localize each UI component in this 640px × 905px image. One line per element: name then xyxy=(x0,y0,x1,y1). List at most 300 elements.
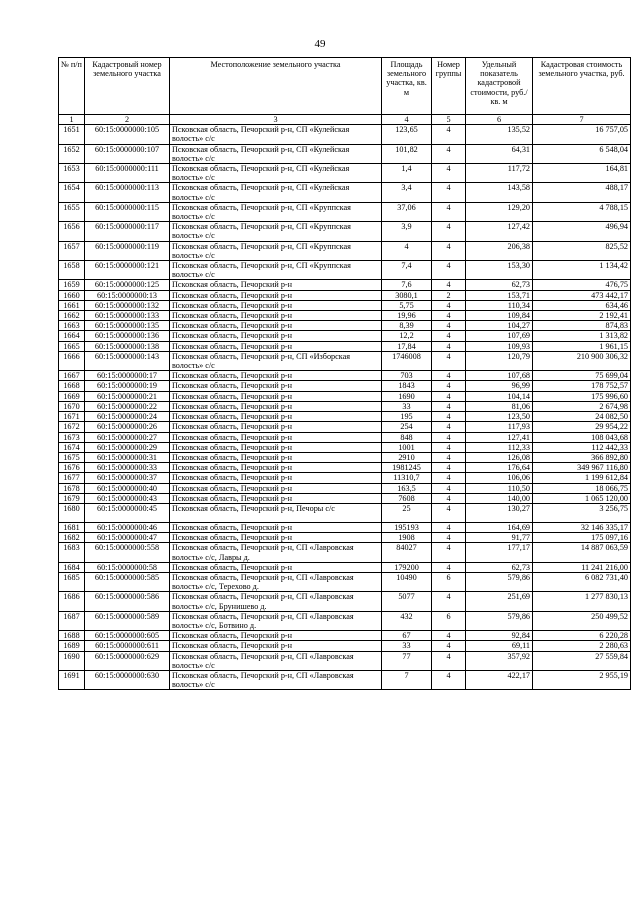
specific-value: 110,50 xyxy=(466,483,533,493)
table-row xyxy=(59,592,631,611)
specific-value: 64,31 xyxy=(466,144,533,163)
specific-value: 109,84 xyxy=(466,311,533,321)
cadastral-cost: 24 082,50 xyxy=(533,412,631,422)
specific-value: 153,71 xyxy=(466,290,533,300)
location: Псковская область, Печорский р-н xyxy=(170,290,382,300)
area: 5077 xyxy=(382,592,432,611)
row-number: 1664 xyxy=(59,331,85,341)
cadastral-number: 60:15:0000000:113 xyxy=(85,183,170,202)
row-number: 1651 xyxy=(59,125,85,144)
group-number: 4 xyxy=(432,261,466,280)
table-row xyxy=(59,412,631,422)
cadastral-number: 60:15:0000000:111 xyxy=(85,164,170,183)
group-number: 4 xyxy=(432,300,466,310)
group-number: 4 xyxy=(432,503,466,522)
specific-value: 104,14 xyxy=(466,391,533,401)
specific-value: 104,27 xyxy=(466,321,533,331)
cadastral-cost: 488,17 xyxy=(533,183,631,202)
cadastral-cost: 1 199 612,84 xyxy=(533,473,631,483)
specific-value: 153,30 xyxy=(466,261,533,280)
group-number: 4 xyxy=(432,432,466,442)
specific-value: 62,73 xyxy=(466,280,533,290)
cadastral-cost: 16 757,05 xyxy=(533,125,631,144)
location: Псковская область, Печорский р-н xyxy=(170,311,382,321)
specific-value: 110,34 xyxy=(466,300,533,310)
cadastral-number: 60:15:0000000:611 xyxy=(85,641,170,651)
group-number: 4 xyxy=(432,341,466,351)
header-location: Местоположение земельного участка xyxy=(170,58,382,115)
cadastral-number: 60:15:0000000:46 xyxy=(85,522,170,532)
row-number: 1663 xyxy=(59,321,85,331)
row-number: 1679 xyxy=(59,493,85,503)
specific-value: 140,00 xyxy=(466,493,533,503)
cadastral-cost: 250 499,52 xyxy=(533,611,631,630)
location: Псковская область, Печорский р-н xyxy=(170,533,382,543)
cadastral-cost: 1 961,15 xyxy=(533,341,631,351)
row-number: 1658 xyxy=(59,261,85,280)
area: 123,65 xyxy=(382,125,432,144)
page-number: 49 xyxy=(314,38,326,50)
row-number: 1673 xyxy=(59,432,85,442)
area: 7,6 xyxy=(382,280,432,290)
group-number: 4 xyxy=(432,533,466,543)
area: 10490 xyxy=(382,572,432,591)
table-row xyxy=(59,241,631,260)
table-row xyxy=(59,473,631,483)
cadastral-cost: 6 082 731,40 xyxy=(533,572,631,591)
table-row xyxy=(59,290,631,300)
specific-value: 92,84 xyxy=(466,631,533,641)
cadastral-number: 60:15:0000000:117 xyxy=(85,222,170,241)
cadastral-cost: 4 788,15 xyxy=(533,202,631,221)
cadastral-cost: 175 097,16 xyxy=(533,533,631,543)
cadastral-cost: 75 699,04 xyxy=(533,371,631,381)
location: Псковская область, Печорский р-н, СП «Круппская волость» с/с xyxy=(170,222,382,241)
location: Псковская область, Печорский р-н, СП «Лавровская волость» с/с xyxy=(170,670,382,689)
row-number: 1661 xyxy=(59,300,85,310)
row-number: 1684 xyxy=(59,562,85,572)
cadastral-number: 60:15:0000000:33 xyxy=(85,463,170,473)
table-row xyxy=(59,670,631,689)
location: Псковская область, Печорский р-н, СП «Лавровская волость» с/с xyxy=(170,651,382,670)
row-number: 1666 xyxy=(59,351,85,370)
cadastral-number: 60:15:0000000:31 xyxy=(85,452,170,462)
cadastral-cost: 32 146 335,17 xyxy=(533,522,631,532)
area: 7,4 xyxy=(382,261,432,280)
table-row xyxy=(59,183,631,202)
row-number: 1668 xyxy=(59,381,85,391)
cadastral-number: 60:15:0000000:27 xyxy=(85,432,170,442)
specific-value: 117,72 xyxy=(466,164,533,183)
header-group: Номер группы xyxy=(432,58,466,115)
cadastral-number: 60:15:0000000:630 xyxy=(85,670,170,689)
cadastral-number: 60:15:0000000:132 xyxy=(85,300,170,310)
cadastral-number: 60:15:0000000:43 xyxy=(85,493,170,503)
column-index: 1 xyxy=(59,115,85,125)
table-row xyxy=(59,371,631,381)
cadastral-cost: 108 043,68 xyxy=(533,432,631,442)
table-row xyxy=(59,483,631,493)
cadastral-cost: 14 887 063,59 xyxy=(533,543,631,562)
cadastral-cost: 164,81 xyxy=(533,164,631,183)
location: Псковская область, Печорский р-н xyxy=(170,401,382,411)
area: 11310,7 xyxy=(382,473,432,483)
group-number: 4 xyxy=(432,543,466,562)
cadastral-cost: 1 065 120,00 xyxy=(533,493,631,503)
specific-value: 106,06 xyxy=(466,473,533,483)
group-number: 4 xyxy=(432,651,466,670)
table-row xyxy=(59,493,631,503)
column-index: 5 xyxy=(432,115,466,125)
area: 3080,1 xyxy=(382,290,432,300)
specific-value: 96,99 xyxy=(466,381,533,391)
cadastral-cost: 6 548,04 xyxy=(533,144,631,163)
area: 1908 xyxy=(382,533,432,543)
cadastral-number: 60:15:0000000:586 xyxy=(85,592,170,611)
specific-value: 112,33 xyxy=(466,442,533,452)
cadastral-number: 60:15:0000000:133 xyxy=(85,311,170,321)
row-number: 1686 xyxy=(59,592,85,611)
row-number: 1691 xyxy=(59,670,85,689)
cadastral-cost: 874,83 xyxy=(533,321,631,331)
location: Псковская область, Печорский р-н, СП «Лавровская волость» с/с, Терехово д. xyxy=(170,572,382,591)
group-number: 4 xyxy=(432,412,466,422)
specific-value: 109,93 xyxy=(466,341,533,351)
table-row xyxy=(59,522,631,532)
specific-value: 107,69 xyxy=(466,331,533,341)
area: 432 xyxy=(382,611,432,630)
cadastral-number: 60:15:0000000:26 xyxy=(85,422,170,432)
location: Псковская область, Печорский р-н, СП «Кулейская волость» с/с xyxy=(170,183,382,202)
group-number: 4 xyxy=(432,422,466,432)
cadastral-cost: 473 442,17 xyxy=(533,290,631,300)
cadastral-cost: 2 280,63 xyxy=(533,641,631,651)
specific-value: 127,41 xyxy=(466,432,533,442)
header-cadastral-cost: Кадастровая стоимость земельного участка, руб. xyxy=(533,58,631,115)
row-number: 1667 xyxy=(59,371,85,381)
group-number: 4 xyxy=(432,670,466,689)
location: Псковская область, Печорский р-н, СП «Кулейская волость» с/с xyxy=(170,125,382,144)
group-number: 4 xyxy=(432,381,466,391)
cadastral-number: 60:15:0000000:47 xyxy=(85,533,170,543)
row-number: 1689 xyxy=(59,641,85,651)
cadastral-cost: 1 134,42 xyxy=(533,261,631,280)
group-number: 2 xyxy=(432,290,466,300)
location: Псковская область, Печорский р-н xyxy=(170,331,382,341)
area: 33 xyxy=(382,401,432,411)
cadastral-table xyxy=(58,57,631,690)
specific-value: 130,27 xyxy=(466,503,533,522)
location: Псковская область, Печорский р-н xyxy=(170,493,382,503)
area: 67 xyxy=(382,631,432,641)
location: Псковская область, Печорский р-н xyxy=(170,631,382,641)
location: Псковская область, Печорский р-н xyxy=(170,321,382,331)
table-row xyxy=(59,125,631,144)
cadastral-number: 60:15:0000000:125 xyxy=(85,280,170,290)
column-index: 7 xyxy=(533,115,631,125)
location: Псковская область, Печорский р-н xyxy=(170,381,382,391)
cadastral-cost: 366 892,80 xyxy=(533,452,631,462)
cadastral-number: 60:15:0000000:21 xyxy=(85,391,170,401)
table-row xyxy=(59,543,631,562)
group-number: 4 xyxy=(432,321,466,331)
cadastral-number: 60:15:0000000:136 xyxy=(85,331,170,341)
location: Псковская область, Печорский р-н, СП «Круппская волость» с/с xyxy=(170,202,382,221)
specific-value: 120,79 xyxy=(466,351,533,370)
cadastral-number: 60:15:0000000:17 xyxy=(85,371,170,381)
table-row xyxy=(59,144,631,163)
column-index: 2 xyxy=(85,115,170,125)
specific-value: 91,77 xyxy=(466,533,533,543)
location: Псковская область, Печорский р-н, СП «Круппская волость» с/с xyxy=(170,261,382,280)
table-header-row xyxy=(59,58,631,115)
cadastral-number: 60:15:0000000:37 xyxy=(85,473,170,483)
cadastral-cost: 6 220,28 xyxy=(533,631,631,641)
location: Псковская область, Печорский р-н xyxy=(170,522,382,532)
group-number: 4 xyxy=(432,280,466,290)
location: Псковская область, Печорский р-н, СП «Лавровская волость» с/с, Брунишево д. xyxy=(170,592,382,611)
cadastral-number: 60:15:0000000:40 xyxy=(85,483,170,493)
cadastral-number: 60:15:0000000:589 xyxy=(85,611,170,630)
location: Псковская область, Печорский р-н xyxy=(170,422,382,432)
row-number: 1683 xyxy=(59,543,85,562)
cadastral-cost: 496,94 xyxy=(533,222,631,241)
header-cadastral-number: Кадастровый номер земельного участка xyxy=(85,58,170,115)
row-number: 1659 xyxy=(59,280,85,290)
table-row xyxy=(59,651,631,670)
cadastral-cost: 18 066,75 xyxy=(533,483,631,493)
table-row xyxy=(59,463,631,473)
specific-value: 126,08 xyxy=(466,452,533,462)
location: Псковская область, Печорский р-н xyxy=(170,341,382,351)
location: Псковская область, Печорский р-н, СП «Лавровская волость» с/с, Ботвино д. xyxy=(170,611,382,630)
header-area: Площадь земельного участка, кв. м xyxy=(382,58,432,115)
row-number: 1652 xyxy=(59,144,85,163)
area: 1843 xyxy=(382,381,432,391)
location: Псковская область, Печорский р-н xyxy=(170,432,382,442)
specific-value: 62,73 xyxy=(466,562,533,572)
cadastral-number: 60:15:0000000:19 xyxy=(85,381,170,391)
cadastral-number: 60:15:0000000:29 xyxy=(85,442,170,452)
cadastral-cost: 175 996,60 xyxy=(533,391,631,401)
cadastral-cost: 349 967 116,80 xyxy=(533,463,631,473)
location: Псковская область, Печорский р-н xyxy=(170,463,382,473)
area: 7 xyxy=(382,670,432,689)
location: Псковская область, Печорский р-н xyxy=(170,280,382,290)
area: 17,84 xyxy=(382,341,432,351)
group-number: 6 xyxy=(432,611,466,630)
row-number: 1672 xyxy=(59,422,85,432)
row-number: 1669 xyxy=(59,391,85,401)
cadastral-number: 60:15:0000000:115 xyxy=(85,202,170,221)
table-row xyxy=(59,611,631,630)
cadastral-cost: 825,52 xyxy=(533,241,631,260)
group-number: 4 xyxy=(432,641,466,651)
cadastral-cost: 11 241 216,00 xyxy=(533,562,631,572)
area: 1,4 xyxy=(382,164,432,183)
row-number: 1681 xyxy=(59,522,85,532)
area: 3,4 xyxy=(382,183,432,202)
table-row xyxy=(59,261,631,280)
area: 163,5 xyxy=(382,483,432,493)
row-number: 1655 xyxy=(59,202,85,221)
cadastral-cost: 27 559,84 xyxy=(533,651,631,670)
row-number: 1682 xyxy=(59,533,85,543)
area: 703 xyxy=(382,371,432,381)
row-number: 1688 xyxy=(59,631,85,641)
row-number: 1671 xyxy=(59,412,85,422)
specific-value: 177,17 xyxy=(466,543,533,562)
cadastral-number: 60:15:0000000:585 xyxy=(85,572,170,591)
cadastral-number: 60:15:0000000:45 xyxy=(85,503,170,522)
specific-value: 422,17 xyxy=(466,670,533,689)
table-row xyxy=(59,562,631,572)
row-number: 1653 xyxy=(59,164,85,183)
row-number: 1670 xyxy=(59,401,85,411)
cadastral-number: 60:15:0000000:22 xyxy=(85,401,170,411)
group-number: 4 xyxy=(432,391,466,401)
area: 1001 xyxy=(382,442,432,452)
table-row xyxy=(59,331,631,341)
area: 3,9 xyxy=(382,222,432,241)
cadastral-number: 60:15:0000000:58 xyxy=(85,562,170,572)
area: 12,2 xyxy=(382,331,432,341)
specific-value: 69,11 xyxy=(466,641,533,651)
cadastral-number: 60:15:0000000:107 xyxy=(85,144,170,163)
cadastral-number: 60:15:0000000:605 xyxy=(85,631,170,641)
group-number: 4 xyxy=(432,452,466,462)
cadastral-cost: 1 313,82 xyxy=(533,331,631,341)
cadastral-cost: 178 752,57 xyxy=(533,381,631,391)
table-row xyxy=(59,442,631,452)
cadastral-number: 60:15:0000000:135 xyxy=(85,321,170,331)
area: 254 xyxy=(382,422,432,432)
cadastral-number: 60:15:0000000:121 xyxy=(85,261,170,280)
location: Псковская область, Печорский р-н, СП «Лавровская волость» с/с, Лавры д. xyxy=(170,543,382,562)
group-number: 4 xyxy=(432,125,466,144)
area: 1746008 xyxy=(382,351,432,370)
row-number: 1665 xyxy=(59,341,85,351)
group-number: 4 xyxy=(432,463,466,473)
location: Псковская область, Печорский р-н xyxy=(170,300,382,310)
area: 2910 xyxy=(382,452,432,462)
specific-value: 164,69 xyxy=(466,522,533,532)
specific-value: 129,20 xyxy=(466,202,533,221)
table-row xyxy=(59,341,631,351)
column-index: 4 xyxy=(382,115,432,125)
location: Псковская область, Печорский р-н, СП «Кулейская волость» с/с xyxy=(170,164,382,183)
area: 8,39 xyxy=(382,321,432,331)
cadastral-number: 60:15:0000000:105 xyxy=(85,125,170,144)
row-number: 1660 xyxy=(59,290,85,300)
cadastral-cost: 476,75 xyxy=(533,280,631,290)
specific-value: 579,86 xyxy=(466,611,533,630)
area: 37,06 xyxy=(382,202,432,221)
cadastral-cost: 2 955,19 xyxy=(533,670,631,689)
group-number: 4 xyxy=(432,371,466,381)
row-number: 1654 xyxy=(59,183,85,202)
group-number: 4 xyxy=(432,311,466,321)
group-number: 4 xyxy=(432,144,466,163)
specific-value: 123,50 xyxy=(466,412,533,422)
specific-value: 251,69 xyxy=(466,592,533,611)
location: Псковская область, Печорский р-н xyxy=(170,442,382,452)
row-number: 1674 xyxy=(59,442,85,452)
cadastral-cost: 634,46 xyxy=(533,300,631,310)
row-number: 1675 xyxy=(59,452,85,462)
group-number: 4 xyxy=(432,562,466,572)
area: 179200 xyxy=(382,562,432,572)
group-number: 4 xyxy=(432,473,466,483)
table-row xyxy=(59,631,631,641)
location: Псковская область, Печорский р-н, СП «Кулейская волость» с/с xyxy=(170,144,382,163)
area: 5,75 xyxy=(382,300,432,310)
location: Псковская область, Печорский р-н xyxy=(170,483,382,493)
cadastral-cost: 2 192,41 xyxy=(533,311,631,321)
specific-value: 176,64 xyxy=(466,463,533,473)
group-number: 4 xyxy=(432,493,466,503)
cadastral-cost: 3 256,75 xyxy=(533,503,631,522)
column-index: 6 xyxy=(466,115,533,125)
location: Псковская область, Печорский р-н, СП «Изборская волость» с/с xyxy=(170,351,382,370)
area: 84027 xyxy=(382,543,432,562)
row-number: 1687 xyxy=(59,611,85,630)
group-number: 4 xyxy=(432,592,466,611)
cadastral-cost: 2 674,98 xyxy=(533,401,631,411)
table-row xyxy=(59,280,631,290)
specific-value: 127,42 xyxy=(466,222,533,241)
cadastral-cost: 210 900 306,32 xyxy=(533,351,631,370)
area: 4 xyxy=(382,241,432,260)
row-number: 1662 xyxy=(59,311,85,321)
row-number: 1678 xyxy=(59,483,85,493)
row-number: 1677 xyxy=(59,473,85,483)
table-row xyxy=(59,572,631,591)
cadastral-number: 60:15:0000000:119 xyxy=(85,241,170,260)
group-number: 6 xyxy=(432,572,466,591)
cadastral-number: 60:15:0000000:143 xyxy=(85,351,170,370)
area: 195 xyxy=(382,412,432,422)
specific-value: 135,52 xyxy=(466,125,533,144)
table-row xyxy=(59,391,631,401)
location: Псковская область, Печорский р-н, СП «Круппская волость» с/с xyxy=(170,241,382,260)
header-number: № п/п xyxy=(59,58,85,115)
row-number: 1657 xyxy=(59,241,85,260)
table-row xyxy=(59,300,631,310)
group-number: 4 xyxy=(432,631,466,641)
specific-value: 206,38 xyxy=(466,241,533,260)
area: 25 xyxy=(382,503,432,522)
column-index-row xyxy=(59,115,631,125)
group-number: 4 xyxy=(432,483,466,493)
specific-value: 107,68 xyxy=(466,371,533,381)
area: 33 xyxy=(382,641,432,651)
specific-value: 143,58 xyxy=(466,183,533,202)
row-number: 1680 xyxy=(59,503,85,522)
table-row xyxy=(59,452,631,462)
row-number: 1685 xyxy=(59,572,85,591)
table-row xyxy=(59,422,631,432)
group-number: 4 xyxy=(432,442,466,452)
location: Псковская область, Печорский р-н xyxy=(170,473,382,483)
cadastral-number: 60:15:0000000:24 xyxy=(85,412,170,422)
location: Псковская область, Печорский р-н xyxy=(170,641,382,651)
group-number: 4 xyxy=(432,164,466,183)
location: Псковская область, Печорский р-н xyxy=(170,452,382,462)
location: Псковская область, Печорский р-н, Печоры с/с xyxy=(170,503,382,522)
row-number: 1690 xyxy=(59,651,85,670)
group-number: 4 xyxy=(432,202,466,221)
